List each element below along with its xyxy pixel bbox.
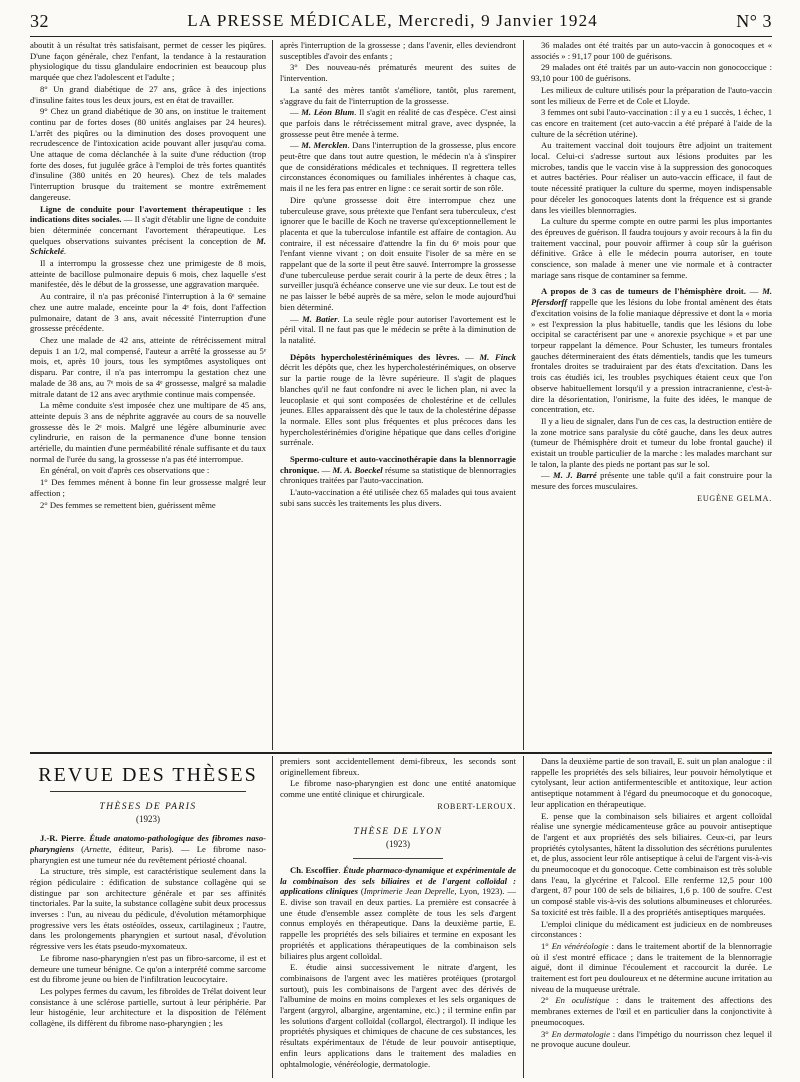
theses-paris-heading: THÈSES DE PARIS (99, 801, 197, 812)
paragraph: Dire qu'une grossesse doit être interrompue chez une tuberculeuse grave, sous prétexte que l'enfant sera tuberculeux, c'est ignorer que le bacille de Koch ne traverse qu'exceptionnellement le placenta et que la tuberculose infantile est affaire de contagion. Au contraire, il est nécessaire d'attendre la fin du 6ᵉ mois pour que l'enfant vienne vivant ; on doit ensuite l'isoler de sa mère en se rappelant que de la sorte il peut être sauvé. Interrompre la grossesse d'une tuberculeuse perdue serait courir à la perte de deux êtres ; la surveiller jusqu'à échéance conserve une vie sur deux. Le tout est de ne pas laisser le bébé auprès de sa mère, selon le mode aujourd'hui bien déterminé. (280, 194, 516, 312)
paragraph: 3° Des nouveau-nés prématurés meurent des suites de l'intervention. (280, 62, 516, 84)
paragraph: La culture du sperme compte en outre parmi les plus importantes des épreuves de guérison. Il faudra toujours y avoir recours à la fin du traitement vaccinal, pour pouvoir affirmer à coup sûr la guérison définitive. Grâce à elle le médecin pourra autoriser, en toute conscience, son malade à mener une vie normale et à contracter mariage sans risque de contaminer sa femme. (531, 216, 772, 280)
paragraph: E. étudie ainsi successivement le nitrate d'argent, les combinaisons de l'argent avec les matières protéiques (protargol surtout), puis les combinaisons de l'argent avec des dérivés de l'albumine de moins en moins complexes et les sels organiques de l'argent (argyrol, albargine, argentamine, etc.) ; il termine enfin par les solutions d'argent colloïdal (collargol, électrargol). Il indique les propriétés physiques et chimiques de chacune de ces substances, les résultats expérimentaux de l'étude de leur pouvoir antiseptique, enfin leurs applications dans le traitement des maladies en ophtalmologie, vénéréologie, dermatologie. (280, 962, 516, 1069)
paragraph: La santé des mères tantôt s'améliore, tantôt, plus rarement, s'aggrave du fait de l'interruption de la grossesse. (280, 84, 516, 106)
paragraph: Chez une malade de 42 ans, atteinte de rétrécissement mitral depuis 1 an 1/2, mal compensé, l'auteur a arrêté la grossesse au 5ᵉ mois, et, après 10 jours, tous les symptômes asystoliques ont disparu. Par contre, il n'a pas interrompu la gestation chez une malade de 38 ans, au 7ᵉ mois de sa 4ᵉ grossesse, malgré sa maladie mitrale datant de 12 ans avec arythmie continue mais compensée. (30, 334, 266, 399)
paragraph: Les milieux de culture utilisés pour la préparation de l'auto-vaccin sont les milieux de Ferre et de Cole et Lloyde. (531, 84, 772, 106)
top-column-2 (280, 40, 516, 750)
paragraph: A propos de 3 cas de tumeurs de l'hémisphère droit. — M. Pfersdorff rappelle que les lésions du lobe frontal amènent des états d'excitation voisins de la folie maniaque dépressive et dont la « moria » est l'expression la plus habituelle, tandis que les lésions du lobe occipital se caractérisent par une « anorexie psychique » et par une torpeur rappelant la démence. Pour Schuster, les tumeurs frontales gauches détermineraient des états démentiels, tandis que les tumeurs frontales droites se traduiraient par des états d'excitation. Dans les trois cas étudiés ici, les troubles psychiques étaient ceux que l'on observe habituellement lorsqu'il y a pression intracranienne, c'est-à-dire la désorientation, l'onirisme, la fuite des idées, le manque de concentration, etc. (531, 286, 772, 415)
paragraph: La structure, très simple, est caractéristique seulement dans la région pédiculaire : édification de substance collagène qui se distingue par son architecture générale et par ses affinités tinctoriales. Par la suite, la substance collagène subit deux processus inverses : l'un, au niveau du pédicule, d'évolution métamorphique progressive vers les états ostéoïdes, osseux, cartilagineux ; l'autre, dans les prolongements pharyngien et surtout nasal, d'évolution régressive vers les états pseudo-myxomateux. (30, 866, 266, 952)
page-number: 32 (30, 10, 49, 31)
header-rule (30, 36, 772, 37)
column-divider (523, 40, 524, 750)
paragraph: — M. Batier. La seule règle pour autoriser l'avortement est le péril vital. Il ne faut pas que le médecin se prête à la diminution de la natalité. (280, 313, 516, 345)
paragraph: aboutit à un résultat très satisfaisant, permet de cesser les piqûres. D'une façon générale, chez l'enfant, la tendance à la restauration physiologique du tissu glandulaire endocrinien est beaucoup plus marquée que chez l'adolescent et l'adulte ; (30, 40, 266, 83)
paragraph: Les polypes fermes du cavum, les fibroïdes de Trélat doivent leur consistance à une sclérose partielle, surtout à leur périphérie. Par leur histogénie, leur architecture et la disposition de l'élément collagène, ils diffèrent du fibrome naso-pharyngien ; les (30, 985, 266, 1029)
paragraph: J.-R. Pierre. Étude anatomo-pathologique des fibromes naso-pharyngiens (Arnette, éditeur, Paris). — Le fibrome naso-pharyngien est une tumeur née du revêtement périosté choanal. (30, 833, 266, 865)
section-title: REVUE DES THÈSES (38, 764, 258, 786)
column-divider (523, 756, 524, 1078)
paragraph: — M. Mercklen. Dans l'interruption de la grossesse, plus encore peut-être que dans tout autre question, le médecin n'a à s'inspirer que de considérations médicales et techniques. Il regrettera telles circonstances économiques ou familiales inhérentes à chaque cas, mais il ne les fera pas entrer en ligne : ce serait sortir de son rôle. (280, 140, 516, 194)
paragraph: Il y a lieu de signaler, dans l'un de ces cas, la destruction entière de la zone motrice sans paralysie du côté gauche, dans les deux autres (tumeur de l'hémisphère droit et tumeur du lobe frontal gauche) il existait un trouble particulier de la marche : les malades marchant sur le talon, la plante des pieds ne portant pas sur le sol. (531, 415, 772, 469)
paragraph: 8° Un grand diabétique de 27 ans, grâce à des injections d'insuline faites tous les deux jours, est en état de travailler. (30, 83, 266, 105)
author-signature: ROBERT-LEROUX. (437, 801, 516, 811)
paragraph: Spermo-culture et auto-vaccinothérapie dans la blennorragie chronique. — M. A. Boeckel résume sa statistique de blennorragies chroniques traitées par l'auto-vaccination. (280, 454, 516, 486)
paragraph: Il a interrompu la grossesse chez une primigeste de 8 mois, atteinte de bacillose pulmonaire depuis 6 mois, chez laquelle s'est manifestée, dès le début de la grossesse, une aggravation marquée. (30, 258, 266, 290)
paragraph: 1° En vénéréologie : dans le traitement abortif de la blennorragie où il s'est montré efficace ; dans le traitement de la blennorragie aiguë, dont il diminue l'écoulement et raccourcit la durée. Le traitement est fort peu douloureux et ne détermine aucune irritation au niveau de la muqueuse urétrale. (531, 940, 772, 994)
paragraph: Le fibrome naso-pharyngien n'est pas un fibro-sarcome, il est et demeure une tumeur bénigne. Ce qu'on a interprété comme sarcome est du fibrome jeune ou bien de l'infiltration leucocytaire. (30, 952, 266, 985)
paragraph: 1° Des femmes ménent à bonne fin leur grossesse malgré leur affection ; (30, 477, 266, 498)
title-rule (50, 791, 246, 792)
section-rule (30, 752, 772, 754)
paragraph: E. pense que la combinaison sels biliaires et argent colloïdal réalise une synergie médicamenteuse grâce au pouvoir antiseptique de l'argent et aux propriétés des sels biliaires. Ceux-ci, par leurs propriétés cytolysantes, hâtent la dissolution des sécrétions purulentes et, de plus, associent leur rôle antiseptique à celui de l'argent vis-à-vis du pneumocoque et du gonocoque. Cette combinaison est très soluble dans l'eau, la glycérine et l'alcool. Elle renferme 12,5 pour 100 d'argent, 87 pour 100 de sels de biliaires, 1,6 p. 100 de soufre. C'est un composé stable vis-à-vis des solutions albumineuses et chlorurées. Sa toxicité est très faible. Il a des propriétés antiseptiques marquées. (531, 810, 772, 917)
paragraph: 3 femmes ont subi l'auto-vaccination : il y a eu 1 succès, 1 échec, 1 cas encore en traitement (cet auto-vaccin a été préparé à l'aide de la culture de la sécrétion utérine). (531, 107, 772, 139)
theses-paris-year: (1923) (136, 814, 160, 825)
journal-title: LA PRESSE MÉDICALE, Mercredi, 9 Janvier 1924 (187, 11, 598, 30)
column-divider (272, 756, 273, 1078)
paragraph: La même conduite s'est imposée chez une multipare de 45 ans, atteinte depuis 3 ans de néphrite aggravée au cours de sa nouvelle grossesse dès le 2ᵉ mois. Malgré une légère albuminurie avec cylindrurie, en raison de la permanence d'une bonne tension artérielle, du maintien d'une perméabilité rénale suffisante et du taux normal de l'urée du sang, la grossesse n'a pas été interrompue. (30, 400, 266, 464)
paragraph: 2° En oculistique : dans le traitement des affections des membranes externes de l'œil et en particulier dans la conjonctivite à pneumocoques. (531, 995, 772, 1027)
paragraph: Dans la deuxième partie de son travail, E. suit un plan analogue : il rappelle les propriétés des sels biliaires, leur pouvoir hémolytique et cytolysant, leur action antifermentescible et antitoxique, leur action antiseptique notamment à l'égard du pneumocoque et du gonocoque, leur application en thérapeutique. (531, 756, 772, 809)
paragraph: Le fibrome naso-pharyngien est donc une entité anatomique comme une entité clinique et chirurgicale. (280, 778, 516, 800)
paragraph: L'auto-vaccination a été utilisée chez 65 malades qui tous avaient subi sans succès les traitements les plus divers. (280, 487, 516, 508)
short-rule (353, 858, 443, 859)
top-column-1 (30, 40, 266, 750)
paragraph: Au traitement vaccinal doit toujours être adjoint un traitement local. Celui-ci s'adresse surtout aux lésions produites par les microbes, tandis que le vaccin vise à la suppression des gonocoques et autres bactéries. Pour réaliser un auto-vaccin efficace, il faut de toute nécessité pratiquer la culture du sperme, moyen indispensable pour déceler les gonocoques latents dont la fréquence est si grande dans les vieilles blennorragies. (531, 140, 772, 215)
paragraph: L'emploi clinique du médicament est judicieux en de nombreuses circonstances : (531, 918, 772, 940)
issue-number: N° 3 (736, 10, 772, 31)
paragraph: 36 malades ont été traités par un auto-vaccin à gonocoques et « associés » : 91,17 pour 100 de guérisons. (531, 40, 772, 61)
paragraph: premiers sont accidentellement demi-fibreux, les seconds sont originellement fibreux. (280, 756, 516, 777)
these-lyon-year: (1923) (386, 839, 410, 850)
paragraph: — M. J. Barré présente une table qu'il a fait construire pour la mesure des forces musculaires. (531, 470, 772, 492)
paragraph: — M. Léon Blum. Il s'agit en réalité de cas d'espèce. C'est ainsi que parfois dans le rétrécissement mitral grave, avec dyspnée, la grossesse peut être menée à terme. (280, 107, 516, 139)
top-column-3 (531, 40, 772, 750)
paragraph: Ch. Escoffier. Étude pharmaco-dynamique et expérimentale de la combinaison des sels biliaires et de l'argent colloïdal : applications cliniques (Imprimerie Jean Deprelle, Lyon, 1923). — E. divise son travail en deux parties. La première est consacrée à une étude d'ensemble assez complète de tous les sels d'argent connus employés en thérapeutique. Dans la deuxième partie, E. rappelle les propriétés des sels biliaires et termine en exposant les propriétés et applications thérapeutiques de la combinaison sels biliaires plus argent colloïdal. (280, 864, 516, 961)
running-header (30, 8, 772, 34)
paragraph: 2° Des femmes se remettent bien, guérissent même (40, 499, 216, 510)
theses-column-3 (531, 756, 772, 1078)
paragraph: Ligne de conduite pour l'avortement thérapeutique : les indications dites sociales. — Il s'agit d'établir une ligne de conduite bien déterminée concernant l'avortement thérapeutique. Les quelques observations suivantes précisent la conception de M. Schickelé. (30, 203, 266, 257)
paragraph: 29 malades ont été traités par un auto-vaccin non gonococcique : 93,10 pour 100 de guérisons. (531, 62, 772, 84)
author-signature: EUGÈNE GELMA. (697, 493, 772, 503)
theses-column-1 (30, 756, 266, 1078)
paragraph: après l'interruption de la grossesse ; dans l'avenir, elles deviendront susceptibles d'avoir des enfants ; (280, 40, 516, 61)
paragraph: En général, on voit d'après ces observations que : (40, 465, 210, 476)
paragraph: 9° Chez un grand diabétique de 30 ans, on institue le traitement continu par de fortes doses (80 unités anglaises par 24 heures). L'arrêt des piqûres ou la diminution des doses provoquent une recrudescence de l'intoxication acide pouvant aller jusqu'au coma. Une attaque de coma déclanchée à la suite d'une réduction (trop forte des doses, fut jugulée grâce à l'emploi de très fortes quantités d'insuline (380 unités en 20 heures). Chez de tels malades l'interruption brusque du traitement se montre extrêmement dangereuse. (30, 106, 266, 202)
paragraph: 3° En dermatologie : dans l'impétigo du nourrisson chez lequel il ne provoque aucune douleur. (531, 1028, 772, 1050)
column-divider (272, 40, 273, 750)
paragraph: Dépôts hypercholestérinémiques des lèvres. — M. Finck décrit les dépôts que, chez les hypercholestérinémiques, on observe sur la partie rouge de la lèvre supérieure. Il s'agit de plaques blanches qu'il ne faut confondre ni avec le lichen plan, ni avec la leucoplasie et qui sont composées de cholestérine et de cellules jeunes. Elles apparaissent dès que le taux de la cholestérine dépasse la normale. Elles sont plus fréquentes et plus précoces dans les hypercholestérinémies d'origine hépatique que dans celles d'origine surrénale. (280, 351, 516, 448)
theses-column-2 (280, 756, 516, 1078)
paragraph: Au contraire, il n'a pas préconisé l'interruption à la 6ᵉ semaine chez une autre malade, enceinte pour la 4ᵉ fois, dont l'affection pulmonaire, datant de 3 ans, avait nécessité l'interruption d'une grossesse précédente. (30, 291, 266, 334)
these-lyon-heading: THÈSE DE LYON (353, 826, 443, 837)
